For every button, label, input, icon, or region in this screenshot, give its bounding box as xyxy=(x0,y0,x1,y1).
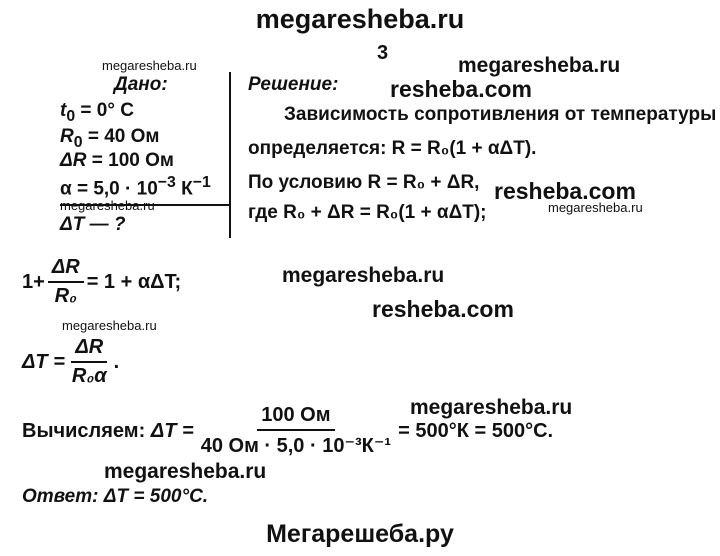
given-t0: $t_0 = 0^\circ$ С xyxy=(60,100,134,125)
given-divider xyxy=(60,204,230,206)
calculation: Вычисляем: ΔT = $\frac{100 Ом}{\text{40 Ом · 5,0 · 10⁻³К⁻¹}}$ = 500°К = 500°С. xyxy=(22,404,554,457)
watermark-resheba: resheba.com xyxy=(494,178,636,204)
given-solution-separator xyxy=(229,72,231,238)
watermark-resheba: resheba.com xyxy=(372,296,514,322)
solution-line-4: где R₀ + ΔR = R₀(1 + αΔT); xyxy=(248,202,487,223)
watermark-big: megaresheba.ru xyxy=(458,54,621,77)
watermark-big: megaresheba.ru xyxy=(410,396,573,419)
solution-line-2: определяется: R = R₀(1 + αΔT). xyxy=(248,138,537,159)
watermark-small: megaresheba.ru xyxy=(62,318,157,333)
watermark-big: megaresheba.ru xyxy=(104,460,267,483)
fraction: $\frac{\Delta R}{\text{R₀}}$ xyxy=(48,256,84,308)
given-r0: $R_0 = 40$ Ом xyxy=(60,126,160,151)
watermark-big: megaresheba.ru xyxy=(282,264,445,287)
equation-2: ΔT = $\frac{\Delta R}{\text{R₀α}}$ . xyxy=(22,336,120,387)
given-dr: ΔR = 100 Ом xyxy=(60,150,174,171)
fraction: $\frac{\Delta R}{\text{R₀α}}$ xyxy=(71,336,107,387)
given-alpha: $\alpha = 5,0 \cdot 10^{-3}$ $К^{-1}$ xyxy=(60,174,211,200)
watermark-small: megaresheba.ru xyxy=(548,200,643,215)
given-find: ΔT — ? xyxy=(60,214,126,235)
solution-title: Решение: xyxy=(248,74,339,95)
watermark-footer: Мегарешеба.ру xyxy=(266,520,454,548)
equation-1: 1+ $\frac{\Delta R}{\text{R₀}}$ = 1 + αΔT; xyxy=(22,256,182,307)
answer: Ответ: ΔT = 500°С. xyxy=(22,486,209,507)
problem-number: 3 xyxy=(377,42,389,64)
given-title: Дано: xyxy=(114,74,168,95)
solution-line-3: По условию R = R₀ + ΔR, xyxy=(248,172,480,193)
watermark-resheba: resheba.com xyxy=(390,76,532,102)
watermark-top: megaresheba.ru xyxy=(255,4,465,34)
solution-line-1: Зависимость сопротивления от температуры xyxy=(284,104,717,125)
fraction: $\frac{100 Ом}{\text{40 Ом · 5,0 · 10⁻³К⁻¹}}$ xyxy=(200,404,392,457)
watermark-small: megaresheba.ru xyxy=(102,58,197,73)
